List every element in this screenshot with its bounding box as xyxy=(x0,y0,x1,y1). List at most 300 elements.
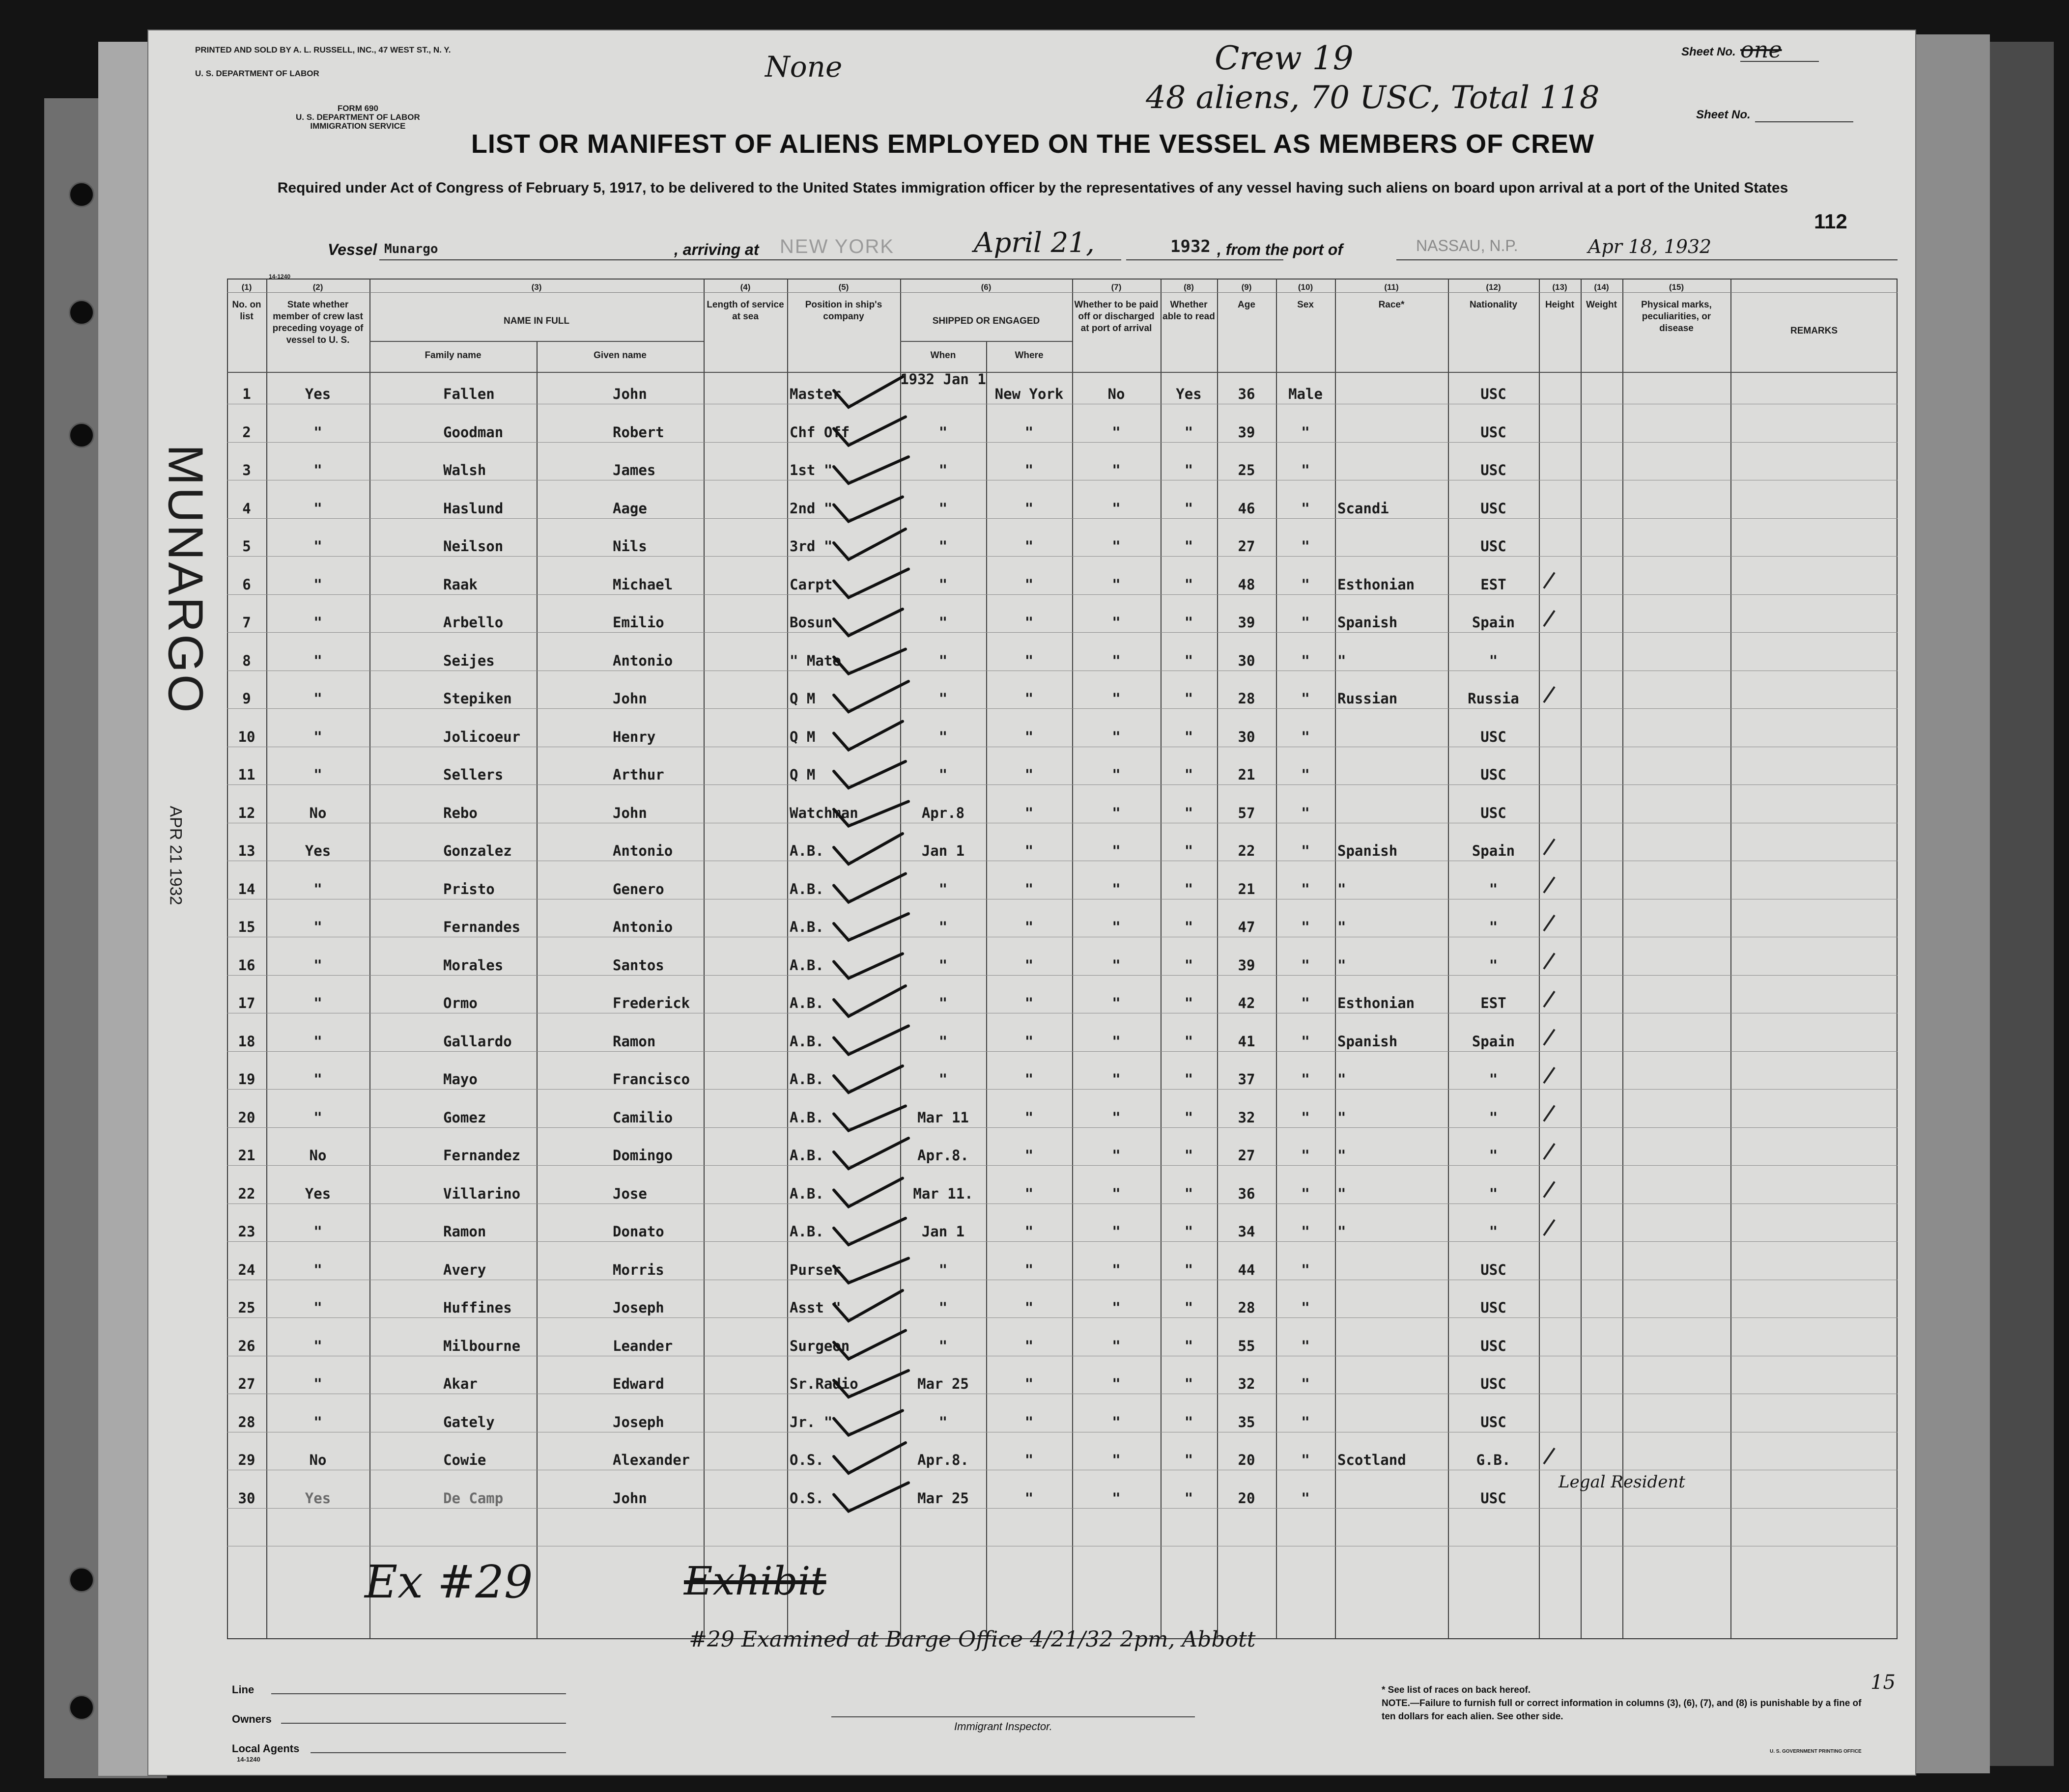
cell-paid: " xyxy=(1112,919,1121,935)
arrival-year: 1932 xyxy=(1170,237,1211,256)
cell-read: " xyxy=(1184,804,1193,821)
cell-when: Mar 25 xyxy=(917,1489,969,1507)
cell-family: Mayo xyxy=(443,1071,478,1088)
cell-nat: G.B. xyxy=(1476,1452,1511,1468)
check-slash xyxy=(1544,953,1555,969)
cell-where: " xyxy=(1024,842,1034,859)
check-slash xyxy=(1544,1030,1555,1045)
cell-read: " xyxy=(1184,538,1193,555)
cell-when: Apr.8 xyxy=(921,804,965,821)
cell-where: " xyxy=(1024,1033,1034,1050)
checkmark xyxy=(834,569,908,598)
cell-race: Spanish xyxy=(1337,1033,1398,1050)
check-slash xyxy=(1544,573,1555,588)
cell-no: 22 xyxy=(238,1185,255,1202)
cell-read: " xyxy=(1184,1109,1193,1126)
checkmark xyxy=(834,417,906,446)
cell-given: Emilio xyxy=(613,614,664,631)
cell-paid: " xyxy=(1112,766,1121,783)
cell-sex: " xyxy=(1301,1489,1310,1507)
checkmark xyxy=(834,914,908,940)
cell-read: " xyxy=(1184,1375,1193,1392)
checkmark xyxy=(834,986,906,1016)
cell-given: Edward xyxy=(613,1375,664,1392)
footer-owners-label: Owners xyxy=(232,1713,272,1725)
cell-family: Gomez xyxy=(443,1109,486,1126)
column-number: (4) xyxy=(740,282,751,292)
column-number: (9) xyxy=(1241,282,1252,292)
cell-age: 30 xyxy=(1238,652,1255,669)
cell-age: 32 xyxy=(1238,1109,1255,1126)
cell-read: " xyxy=(1184,919,1193,935)
checkmark xyxy=(834,609,903,636)
cell-age: 20 xyxy=(1238,1452,1255,1468)
cell-read: " xyxy=(1184,576,1193,593)
cell-age: 21 xyxy=(1238,880,1255,897)
cell-paid: " xyxy=(1112,728,1121,745)
cell-family: Villarino xyxy=(443,1185,521,1202)
cell-when: Apr.8. xyxy=(917,1147,969,1164)
cell-read: " xyxy=(1184,842,1193,859)
column-header: Position in ship's company xyxy=(805,300,882,322)
cell-prev: " xyxy=(313,576,322,593)
cell-paid: " xyxy=(1112,1413,1121,1430)
cell-family: Milbourne xyxy=(443,1337,521,1354)
cell-read: " xyxy=(1184,1185,1193,1202)
column-header: No. on list xyxy=(232,300,261,322)
cell-paid: " xyxy=(1112,1452,1121,1468)
form-block-line: IMMIGRATION SERVICE xyxy=(310,121,406,131)
cell-age: 36 xyxy=(1238,1185,1255,1202)
cell-family: Gonzalez xyxy=(443,842,512,859)
checkmark xyxy=(834,1443,906,1473)
cell-paid: " xyxy=(1112,690,1121,707)
cell-given: John xyxy=(613,1489,647,1507)
cell-given: Henry xyxy=(613,728,656,745)
cell-given: Aage xyxy=(613,500,647,517)
cell-nat: " xyxy=(1489,1109,1498,1126)
cell-when: " xyxy=(938,766,948,783)
footer-agents-label: Local Agents xyxy=(232,1742,300,1755)
cell-read: " xyxy=(1184,614,1193,631)
cell-when: " xyxy=(938,1299,948,1316)
column-header: Race* xyxy=(1378,300,1405,310)
cell-given: Antonio xyxy=(613,652,673,669)
form-block-line: U. S. DEPARTMENT OF LABOR xyxy=(296,112,420,122)
cell-where: " xyxy=(1024,652,1034,669)
checkmark xyxy=(834,1026,908,1055)
vessel-name: Munargo xyxy=(384,242,438,256)
checkmark xyxy=(834,497,903,522)
cell-age: 28 xyxy=(1238,1299,1255,1316)
cell-sex: " xyxy=(1301,652,1310,669)
check-slash xyxy=(1544,1182,1555,1198)
cell-paid: " xyxy=(1112,538,1121,555)
cell-position: Q M xyxy=(790,766,816,783)
checkmark xyxy=(834,1138,908,1169)
check-slash xyxy=(1544,687,1555,702)
cell-paid: " xyxy=(1112,1223,1121,1240)
cell-nat: USC xyxy=(1480,500,1506,517)
cell-prev: " xyxy=(313,956,322,974)
cell-when: " xyxy=(938,500,948,517)
column-header: SHIPPED OR ENGAGED xyxy=(932,316,1040,326)
checkmark xyxy=(834,1178,903,1207)
top-handwriting-left: None xyxy=(765,50,843,84)
cell-paid: " xyxy=(1112,614,1121,631)
check-slash xyxy=(1544,1067,1555,1083)
cell-when: " xyxy=(938,1033,948,1050)
cell-prev: " xyxy=(313,1033,322,1050)
cell-where: " xyxy=(1024,1489,1034,1507)
cell-prev: " xyxy=(313,880,322,897)
cell-race: " xyxy=(1337,880,1346,897)
column-header: Length of service at sea xyxy=(707,300,784,322)
cell-family: Sellers xyxy=(443,766,504,783)
cell-read: " xyxy=(1184,880,1193,897)
cell-nat: " xyxy=(1489,880,1498,897)
cell-position: " Mate xyxy=(790,652,841,669)
cell-given: Francisco xyxy=(613,1071,690,1088)
cell-read: " xyxy=(1184,1452,1193,1468)
cell-no: 3 xyxy=(242,462,251,478)
cell-given: Joseph xyxy=(613,1413,664,1430)
column-number: (15) xyxy=(1669,282,1684,292)
cell-given: Antonio xyxy=(613,842,673,859)
cell-race: Scandi xyxy=(1337,500,1389,517)
cell-sex: " xyxy=(1301,538,1310,555)
cell-family: Rebo xyxy=(443,804,478,821)
back-sheet-right xyxy=(1906,34,1990,1773)
checkmark xyxy=(834,1259,908,1283)
cell-sex: " xyxy=(1301,1452,1310,1468)
cell-read: " xyxy=(1184,728,1193,745)
cell-read: " xyxy=(1184,500,1193,517)
cell-paid: " xyxy=(1112,1147,1121,1164)
stamp-date: APR 21 1932 xyxy=(166,806,185,905)
cell-age: 32 xyxy=(1238,1375,1255,1392)
cell-family: Arbello xyxy=(443,614,504,631)
cell-where: " xyxy=(1024,690,1034,707)
cell-family: Huffines xyxy=(443,1299,512,1316)
cell-no: 14 xyxy=(238,880,255,897)
cell-sex: " xyxy=(1301,956,1310,974)
cell-race: Scotland xyxy=(1337,1452,1406,1468)
crew-count-handwriting: Crew 19 xyxy=(1215,39,1354,77)
cell-position: Carpt xyxy=(790,576,833,593)
cell-age: 37 xyxy=(1238,1071,1255,1088)
column-number: (13) xyxy=(1552,282,1567,292)
cell-nat: Spain xyxy=(1472,1033,1515,1050)
cell-given: Joseph xyxy=(613,1299,664,1316)
cell-paid: " xyxy=(1112,995,1121,1011)
cell-when: Mar 25 xyxy=(917,1375,969,1392)
dept-line-top: U. S. DEPARTMENT OF LABOR xyxy=(195,69,319,78)
cell-nat: " xyxy=(1489,919,1498,935)
arriving-port-stamp: NEW YORK xyxy=(780,236,895,257)
cell-nat: EST xyxy=(1480,995,1506,1011)
cell-no: 1 xyxy=(242,386,251,402)
cell-prev: " xyxy=(313,1261,322,1278)
cell-nat: USC xyxy=(1480,728,1506,745)
cell-position: Purser xyxy=(790,1261,841,1278)
cell-race: " xyxy=(1337,956,1346,974)
cell-family: Fallen xyxy=(443,386,495,402)
cell-sex: " xyxy=(1301,1299,1310,1316)
form-code: 14-1240 xyxy=(269,273,291,280)
sub-header-given: Given name xyxy=(594,350,647,361)
cell-race: " xyxy=(1337,1109,1346,1126)
cell-age: 46 xyxy=(1238,500,1255,517)
cell-position: A.B. xyxy=(790,995,824,1011)
cell-position: Master xyxy=(790,386,841,402)
stamp-vessel-name: MUNARGO xyxy=(158,444,213,715)
sheet-no-value: one xyxy=(1740,36,1782,63)
cell-no: 12 xyxy=(238,804,255,821)
cell-read: " xyxy=(1184,1261,1193,1278)
cell-no: 13 xyxy=(238,842,255,859)
cell-sex: " xyxy=(1301,614,1310,631)
cell-read: " xyxy=(1184,995,1193,1011)
column-number: (11) xyxy=(1384,282,1399,292)
cell-paid: " xyxy=(1112,1337,1121,1354)
cell-race: " xyxy=(1337,919,1346,935)
exhibit-signature: Exhibit xyxy=(684,1558,826,1604)
cell-race: Spanish xyxy=(1337,842,1398,859)
cell-when: Jan 1 xyxy=(921,842,965,859)
cell-position: Watchman xyxy=(790,804,858,821)
cell-prev: Yes xyxy=(305,1185,331,1202)
cell-nat: USC xyxy=(1480,1299,1506,1316)
cell-sex: " xyxy=(1301,919,1310,935)
cell-where: " xyxy=(1024,766,1034,783)
cell-paid: " xyxy=(1112,652,1121,669)
vessel-label: Vessel xyxy=(328,241,377,258)
cell-when: " xyxy=(938,1413,948,1430)
cell-where: " xyxy=(1024,576,1034,593)
checkmark xyxy=(834,457,908,483)
cell-where: " xyxy=(1024,1185,1034,1202)
cell-when: " xyxy=(938,576,948,593)
cell-age: 34 xyxy=(1238,1223,1255,1240)
page-title: LIST OR MANIFEST OF ALIENS EMPLOYED ON THE VESSEL AS MEMBERS OF CREW xyxy=(471,129,1595,159)
column-number: (12) xyxy=(1486,282,1501,292)
cell-read: " xyxy=(1184,1413,1193,1430)
cell-prev: " xyxy=(313,500,322,517)
cell-given: Leander xyxy=(613,1337,673,1354)
column-header: State whether member of crew last preceding voyage of vessel to U. S. xyxy=(272,300,364,345)
cell-when: Mar 11. xyxy=(913,1185,973,1202)
cell-where: " xyxy=(1024,614,1034,631)
departure-date-handwriting: Apr 18, 1932 xyxy=(1588,236,1712,257)
cell-age: 36 xyxy=(1238,386,1255,402)
cell-family: Avery xyxy=(443,1261,486,1278)
cell-read: " xyxy=(1184,1071,1193,1088)
cell-nat: USC xyxy=(1480,1489,1506,1507)
cell-position: 2nd " xyxy=(790,500,833,517)
cell-paid: " xyxy=(1112,804,1121,821)
checkmark xyxy=(834,649,906,674)
cell-position: A.B. xyxy=(790,880,824,897)
cell-prev: Yes xyxy=(305,842,331,859)
checkmark xyxy=(834,1483,908,1512)
cell-paid: " xyxy=(1112,1033,1121,1050)
cell-no: 20 xyxy=(238,1109,255,1126)
cell-race: Esthonian xyxy=(1337,576,1415,593)
cell-family: Pristo xyxy=(443,880,495,897)
cell-where: " xyxy=(1024,1375,1034,1392)
cell-when: Apr.8. xyxy=(917,1452,969,1468)
check-slash xyxy=(1544,839,1555,855)
cell-when: " xyxy=(938,1337,948,1354)
cell-given: Donato xyxy=(613,1223,664,1240)
checkmark xyxy=(834,1331,906,1359)
cell-sex: " xyxy=(1301,842,1310,859)
cell-race: " xyxy=(1337,1147,1346,1164)
page-subtitle: Required under Act of Congress of February 5, 1917, to be delivered to the United States immigration officer by the representatives of any vessel having such aliens on board upon arrival at a port of the United States xyxy=(277,180,1788,196)
cell-given: Alexander xyxy=(613,1452,690,1468)
cell-prev: " xyxy=(313,652,322,669)
cell-read: " xyxy=(1184,1489,1193,1507)
cell-prev: " xyxy=(313,919,322,935)
cell-nat: " xyxy=(1489,1223,1498,1240)
column-header: Nationality xyxy=(1469,300,1518,310)
column-header: Physical marks, peculiarities, or disease xyxy=(1641,300,1712,334)
cell-no: 24 xyxy=(238,1261,255,1278)
cell-nat: " xyxy=(1489,1147,1498,1164)
cell-nat: USC xyxy=(1480,1261,1506,1278)
check-slash xyxy=(1544,991,1555,1007)
cell-age: 30 xyxy=(1238,728,1255,745)
cell-family: Fernandes xyxy=(443,919,521,935)
cell-position: Q M xyxy=(790,690,816,707)
cell-where: " xyxy=(1024,919,1034,935)
cell-paid: " xyxy=(1112,1261,1121,1278)
cell-age: 20 xyxy=(1238,1489,1255,1507)
cell-read: " xyxy=(1184,690,1193,707)
cell-when: 1932 Jan 1 xyxy=(900,371,986,388)
examination-note: #29 Examined at Barge Office 4/21/32 2pm, Abbott xyxy=(689,1627,1256,1652)
cell-family: Walsh xyxy=(443,462,486,478)
sub-header-where: Where xyxy=(1015,350,1044,361)
cell-family: Ramon xyxy=(443,1223,486,1240)
cell-position: Surgeon xyxy=(790,1337,850,1354)
column-number: (5) xyxy=(838,282,849,292)
cell-family: Haslund xyxy=(443,500,504,517)
cell-prev: " xyxy=(313,462,322,478)
cell-paid: " xyxy=(1112,1071,1121,1088)
aliens-total-handwriting: 48 aliens, 70 USC, Total 118 xyxy=(1146,80,1600,116)
cell-where: " xyxy=(1024,956,1034,974)
cell-where: " xyxy=(1024,423,1034,441)
cell-position: O.S. xyxy=(790,1489,824,1507)
cell-paid: " xyxy=(1112,842,1121,859)
check-slash xyxy=(1544,1220,1555,1235)
cell-given: John xyxy=(613,804,647,821)
checkmark xyxy=(834,681,908,712)
checkmark xyxy=(834,1290,903,1321)
cell-position: Jr. " xyxy=(790,1413,833,1430)
cell-paid: " xyxy=(1112,1185,1121,1202)
page-number: 112 xyxy=(1814,210,1847,233)
cell-paid: " xyxy=(1112,1299,1121,1316)
cell-position: Bosun xyxy=(790,614,833,631)
check-slash xyxy=(1544,877,1555,893)
form-block-line: FORM 690 xyxy=(337,104,378,113)
cell-sex: " xyxy=(1301,500,1310,517)
cell-nat: " xyxy=(1489,652,1498,669)
cell-sex: " xyxy=(1301,728,1310,745)
cell-given: Jose xyxy=(613,1185,647,1202)
cell-where: " xyxy=(1024,728,1034,745)
cell-where: " xyxy=(1024,1337,1034,1354)
cell-age: 57 xyxy=(1238,804,1255,821)
cell-family: Ormo xyxy=(443,995,478,1011)
cell-where: " xyxy=(1024,1299,1034,1316)
cell-age: 47 xyxy=(1238,919,1255,935)
cell-position: Sr.Radio xyxy=(790,1375,858,1392)
column-number: (8) xyxy=(1184,282,1194,292)
sheet-no-label: Sheet No. xyxy=(1681,45,1736,58)
cell-prev: " xyxy=(313,1071,322,1088)
cell-age: 39 xyxy=(1238,614,1255,631)
column-number: (6) xyxy=(981,282,992,292)
cell-position: A.B. xyxy=(790,919,824,935)
cell-where: " xyxy=(1024,1452,1034,1468)
cell-position: A.B. xyxy=(790,1033,824,1050)
checkmark xyxy=(834,1411,903,1435)
cell-sex: Male xyxy=(1288,386,1323,402)
cell-position: A.B. xyxy=(790,1223,824,1240)
cell-family: Raak xyxy=(443,576,478,593)
column-number: (10) xyxy=(1298,282,1313,292)
column-header: Height xyxy=(1545,300,1575,310)
cell-position: Chf Off xyxy=(790,423,850,441)
cell-nat: USC xyxy=(1480,766,1506,783)
cell-no: 11 xyxy=(238,766,255,783)
cell-no: 23 xyxy=(238,1223,255,1240)
column-header: Age xyxy=(1238,300,1255,310)
cell-when: " xyxy=(938,728,948,745)
footer-notes xyxy=(1382,1683,1873,1723)
cell-prev: " xyxy=(313,1109,322,1126)
cell-prev: " xyxy=(313,1337,322,1354)
cell-age: 25 xyxy=(1238,462,1255,478)
cell-given: Morris xyxy=(613,1261,664,1278)
cell-read: " xyxy=(1184,652,1193,669)
binder-hole xyxy=(69,1567,94,1593)
cell-position: O.S. xyxy=(790,1452,824,1468)
cell-no: 16 xyxy=(238,956,255,974)
cell-given: Robert xyxy=(613,423,664,441)
cell-no: 18 xyxy=(238,1033,255,1050)
cell-sex: " xyxy=(1301,1185,1310,1202)
cell-prev: No xyxy=(309,1452,327,1468)
checkmark xyxy=(834,954,903,979)
cell-nat: USC xyxy=(1480,538,1506,555)
cell-read: " xyxy=(1184,462,1193,478)
cell-no: 30 xyxy=(238,1489,255,1507)
cell-sex: " xyxy=(1301,690,1310,707)
cell-family: Gately xyxy=(443,1413,495,1430)
column-header: NAME IN FULL xyxy=(503,316,570,326)
column-number: (1) xyxy=(241,282,252,292)
cell-family: Cowie xyxy=(443,1452,486,1468)
cell-when: Jan 1 xyxy=(921,1223,965,1240)
cell-read: " xyxy=(1184,1223,1193,1240)
cell-nat: Spain xyxy=(1472,614,1515,631)
cell-age: 35 xyxy=(1238,1413,1255,1430)
